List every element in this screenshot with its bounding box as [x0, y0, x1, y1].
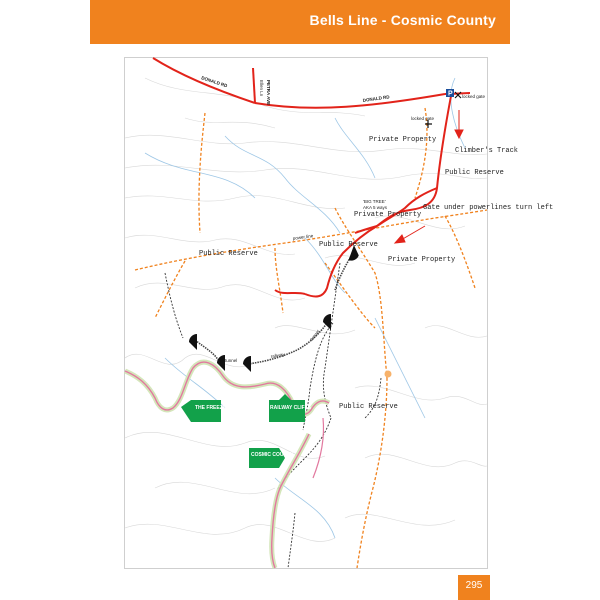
tunnel-label: tunnel — [225, 358, 238, 363]
private-property-label-2: Private Property — [354, 211, 422, 219]
locked-gate-label: locked gate — [462, 94, 486, 99]
railway-line — [195, 253, 353, 364]
public-reserve-label: Public Reserve — [445, 169, 504, 177]
big-tree-label: 'BIG TREE' — [363, 199, 386, 204]
public-reserve-label-3: Public Reserve — [319, 241, 378, 249]
svg-text:RAILWAY CLIFFS: RAILWAY CLIFFS — [270, 405, 312, 411]
map-canvas — [125, 58, 554, 568]
page-number-tab — [458, 575, 490, 600]
svg-text:THE FREEZER: THE FREEZER — [195, 405, 230, 411]
map — [124, 57, 554, 569]
road-label-donald-rd-2: DONALD RD — [362, 94, 390, 103]
page-number: 295 — [465, 580, 483, 591]
railway-label: railway — [270, 351, 285, 359]
tunnel-label-2: tunnel — [308, 329, 321, 342]
svg-text:P: P — [448, 90, 453, 98]
power-line-label: power line — [292, 233, 314, 241]
locked-gate-label-2: locked gate — [411, 116, 435, 121]
crag-tag-the-freezer[interactable] — [181, 400, 230, 422]
crag-tag-cosmic-county[interactable] — [249, 448, 294, 468]
contour-lines — [125, 78, 487, 541]
public-reserve-label-2: Public Reserve — [199, 250, 258, 258]
creek-lines — [145, 78, 465, 538]
private-property-label: Private Property — [369, 136, 437, 144]
road-label-donald-rd-1: DONALD RD — [200, 75, 228, 89]
page-title: Bells Line - Cosmic County — [309, 12, 496, 28]
parking-icon — [446, 89, 454, 98]
road-label-ellen-ln: Ellen Ln — [259, 80, 264, 97]
header-band — [90, 0, 510, 44]
aka-ways-label: AKA 5 ways — [363, 205, 388, 210]
private-property-label-3: Private Property — [388, 256, 456, 264]
gate-under-powerlines-label: Gate under powerlines turn left — [423, 204, 554, 212]
climbers-track-label: Climber's Track — [455, 147, 519, 155]
svg-text:COSMIC COUNTY: COSMIC COUNTY — [251, 452, 294, 458]
waypoint-marker — [385, 371, 392, 378]
road-label-petra-ave: PETRA AVE — [266, 80, 271, 106]
public-reserve-label-4: Public Reserve — [339, 403, 398, 411]
